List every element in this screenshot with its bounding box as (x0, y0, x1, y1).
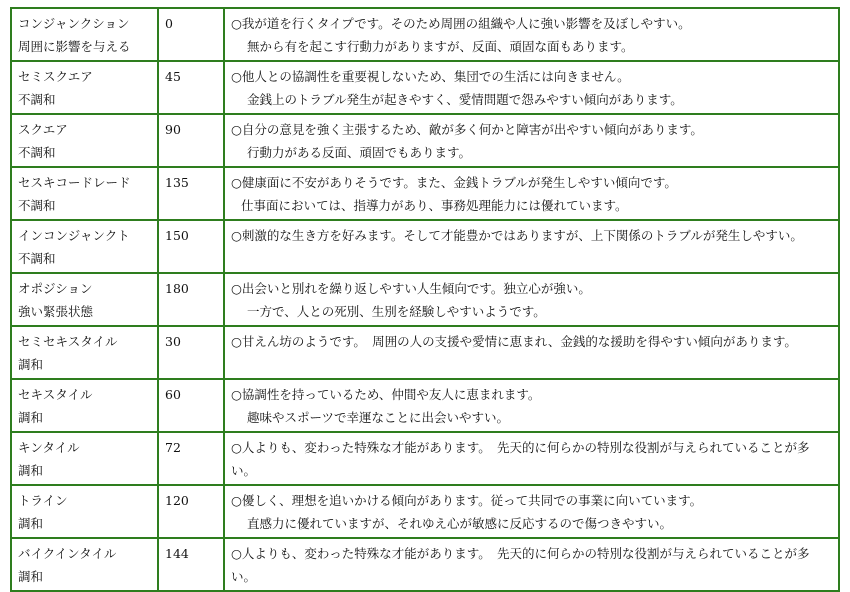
aspect-description-cell (224, 220, 839, 273)
aspect-name: セスキコードレード (18, 175, 131, 190)
aspect-nature: 強い緊張状態 (18, 304, 94, 319)
description-line: ○優しく、理想を追いかける傾向があります。従って共同での事業に向いています。 (231, 493, 703, 508)
aspect-name: トライン (18, 493, 68, 508)
aspect-name: オポジション (18, 281, 93, 296)
aspect-name-cell (11, 114, 158, 167)
aspect-name-cell (11, 167, 158, 220)
aspect-name: コンジャンクション (18, 16, 130, 31)
aspect-table (10, 7, 840, 592)
aspect-angle: 45 (158, 61, 224, 114)
description-line: 趣味やスポーツで幸運なことに出会いやすい。 (247, 410, 510, 425)
aspect-description-cell (224, 379, 839, 432)
aspect-description-cell (224, 114, 839, 167)
aspect-nature: 調和 (18, 516, 44, 531)
aspect-nature: 不調和 (18, 198, 56, 213)
aspect-angle: 120 (158, 485, 224, 538)
aspect-angle: 72 (158, 432, 224, 485)
aspect-name-cell (11, 273, 158, 326)
aspect-name: バイクインタイル (18, 546, 117, 561)
aspect-name-cell (11, 61, 158, 114)
aspect-name: インコンジャンクト (18, 228, 130, 243)
description-line: ○人よりも、変わった特殊な才能があります。 先天的に何らかの特別な役割が与えられていることが多い。 (231, 440, 810, 478)
table-row (11, 167, 839, 220)
table-row (11, 61, 839, 114)
description-line: ○甘えん坊のようです。 周囲の人の支援や愛情に恵まれ、金銭的な援助を得やすい傾向があります。 (231, 334, 797, 349)
aspect-description-cell (224, 61, 839, 114)
table-row (11, 273, 839, 326)
aspect-name: セキスタイル (18, 387, 93, 402)
table-row (11, 220, 839, 273)
description-line: 金銭上のトラブル発生が起きやすく、愛情問題で怨みやすい傾向があります。 (247, 92, 683, 107)
description-line: 行動力がある反面、頑固でもあります。 (247, 145, 472, 160)
description-line: ○出会いと別れを繰り返しやすい人生傾向です。独立心が強い。 (231, 281, 591, 296)
aspect-angle: 135 (158, 167, 224, 220)
aspect-description-cell (224, 8, 839, 61)
table-row (11, 326, 839, 379)
description-line: ○協調性を持っているため、仲間や友人に恵まれます。 (231, 387, 541, 402)
aspect-description-cell (224, 432, 839, 485)
aspect-nature: 調和 (18, 463, 44, 478)
aspect-name-cell (11, 538, 158, 591)
aspect-angle: 90 (158, 114, 224, 167)
aspect-angle: 30 (158, 326, 224, 379)
aspect-nature: 調和 (18, 569, 44, 584)
aspect-description-cell (224, 485, 839, 538)
description-line: 無から有を起こす行動力がありますが、反面、頑固な面もあります。 (247, 39, 634, 54)
aspect-table-container (10, 7, 840, 584)
aspect-name-cell (11, 485, 158, 538)
description-line: ○我が道を行くタイプです。そのため周囲の組織や人に強い影響を及ぼしやすい。 (231, 16, 691, 31)
table-row (11, 538, 839, 591)
description-line: 一方で、人との死別、生別を経験しやすいようです。 (247, 304, 546, 319)
description-line: ○刺激的な生き方を好みます。そして才能豊かではありますが、上下関係のトラブルが発生しやすい。 (231, 228, 803, 243)
aspect-nature: 不調和 (18, 251, 56, 266)
aspect-nature: 調和 (18, 357, 44, 372)
aspect-nature: 調和 (18, 410, 44, 425)
aspect-description-cell (224, 273, 839, 326)
description-line: ○他人との協調性を重要視しないため、集団での生活には向きません。 (231, 69, 630, 84)
aspect-name: セミスクエア (18, 69, 93, 84)
description-line: 仕事面においては、指導力があり、事務処理能力には優れています。 (241, 198, 628, 213)
aspect-name-cell (11, 379, 158, 432)
description-line: ○健康面に不安がありそうです。また、金銭トラブルが発生しやすい傾向です。 (231, 175, 677, 190)
description-line: ○自分の意見を強く主張するため、敵が多く何かと障害が出やすい傾向があります。 (231, 122, 703, 137)
aspect-description-cell (224, 326, 839, 379)
description-line: ○人よりも、変わった特殊な才能があります。 先天的に何らかの特別な役割が与えられていることが多い。 (231, 546, 810, 584)
aspect-angle: 150 (158, 220, 224, 273)
aspect-name: スクエア (18, 122, 68, 137)
table-row (11, 432, 839, 485)
aspect-name: キンタイル (18, 440, 80, 455)
aspect-name: セミセキスタイル (18, 334, 118, 349)
aspect-nature: 不調和 (18, 92, 56, 107)
aspect-description-cell (224, 167, 839, 220)
description-line: 直感力に優れていますが、それゆえ心が敏感に反応するので傷つきやすい。 (247, 516, 673, 531)
table-row (11, 114, 839, 167)
table-row (11, 485, 839, 538)
aspect-angle: 60 (158, 379, 224, 432)
aspect-name-cell (11, 326, 158, 379)
aspect-name-cell (11, 220, 158, 273)
aspect-angle: 180 (158, 273, 224, 326)
aspect-angle: 0 (158, 8, 224, 61)
aspect-angle: 144 (158, 538, 224, 591)
aspect-name-cell (11, 432, 158, 485)
aspect-nature: 不調和 (18, 145, 56, 160)
aspect-nature: 周囲に影響を与える (18, 39, 131, 54)
table-row (11, 379, 839, 432)
aspect-description-cell (224, 538, 839, 591)
aspect-name-cell (11, 8, 158, 61)
table-row (11, 8, 839, 61)
